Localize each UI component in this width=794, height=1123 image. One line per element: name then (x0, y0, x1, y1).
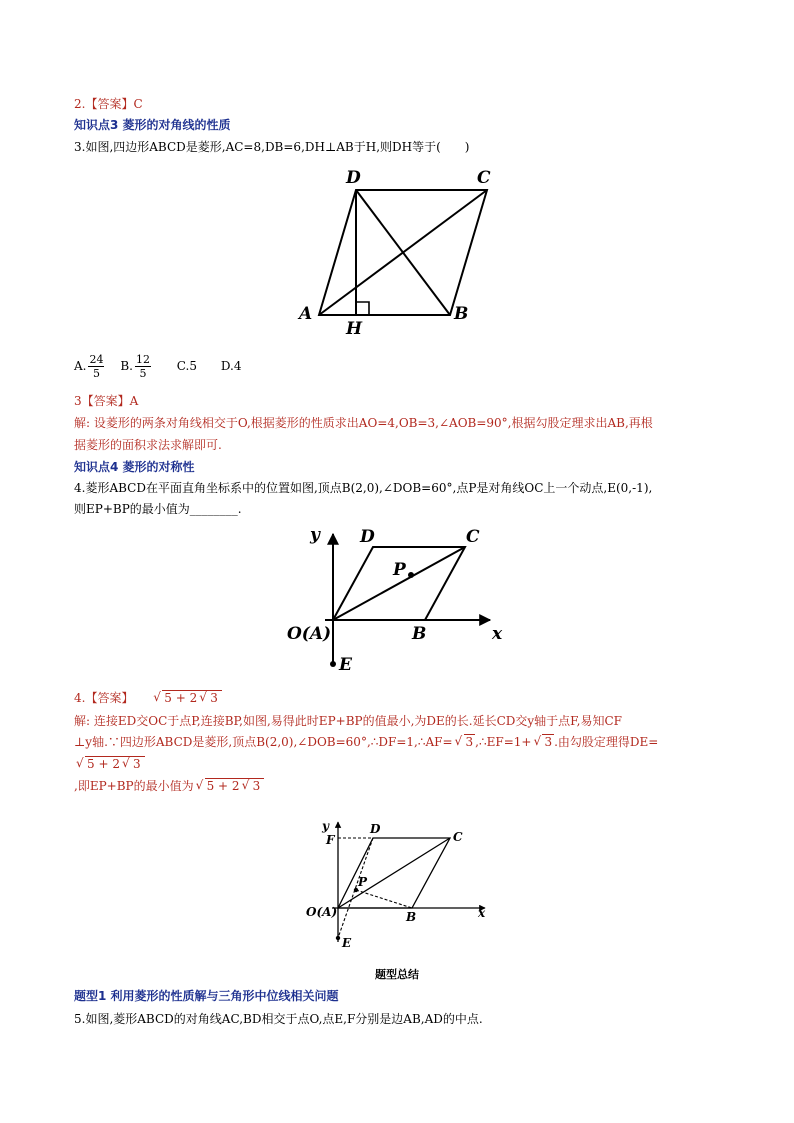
point-e (336, 936, 340, 940)
label-c: C (477, 168, 491, 188)
q4-sol-text-e: .由勾股定理得DE= (554, 735, 659, 749)
q4-stem-line1: 4.菱形ABCD在平面直角坐标系中的位置如图,顶点B(2,0),∠DOB=60°,点P是对角线OC上一个动点,E(0,-1), (74, 481, 653, 495)
q4-min-inner: 3 (252, 779, 261, 793)
q4-sol-sqrt-af: 3 (465, 735, 474, 749)
q4-answer-prefix: 4.【答案】 (74, 691, 134, 705)
option-a-denominator: 5 (92, 367, 100, 380)
label-origin: O(A) (287, 624, 332, 644)
label-a: A (299, 304, 313, 324)
option-b-fraction (135, 353, 151, 380)
label-h: H (346, 319, 363, 339)
inner-radicand: 3 (210, 691, 218, 705)
q4-solution-figure (300, 814, 500, 954)
label-x: x (478, 906, 486, 920)
q4-stem-line2: 则EP+BP的最小值为________. (74, 502, 242, 516)
q4-sol-text-c: ,∴EF=1+ (475, 735, 532, 749)
q5-stem: 5.如图,菱形ABCD的对角线AC,BD相交于点O,点E,F分别是边AB,AD的中点. (74, 1012, 483, 1026)
label-f: F (326, 833, 335, 847)
label-b: B (406, 910, 417, 924)
q3-solution-line2: 据菱形的面积求法求解即可. (74, 438, 222, 452)
radicand-part: 5 + 2 (164, 691, 198, 705)
q3-stem: 3.如图,四边形ABCD是菱形,AC=8,DB=6,DH⊥AB于H,则DH等于( ) (74, 140, 470, 154)
label-b: B (454, 304, 469, 324)
option-b-numerator: 12 (135, 353, 150, 366)
label-e: E (342, 936, 352, 950)
option-c: C.5 (176, 359, 197, 373)
q2-answer: 2.【答案】C (74, 97, 143, 111)
option-a-numerator: 24 (89, 353, 104, 366)
q4-solution-line1: 解: 连接ED交OC于点P,连接BP,如图,易得此时EP+BP的值最小,为DE的长.延长CD交y轴于点F,易知CF (74, 714, 622, 728)
label-p: P (358, 875, 368, 889)
label-y: y (310, 525, 320, 545)
q4-solution-line2 (74, 734, 658, 750)
q4-sol-conclusion: ,即EP+BP的最小值为 (74, 779, 194, 793)
right-angle-mark (356, 302, 369, 315)
option-d: D.4 (220, 359, 242, 373)
q3-answer: 3【答案】A (74, 394, 139, 408)
q4-sol-text-a: ⊥y轴.∵四边形ABCD是菱形,顶点B(2,0),∠DOB=60°,∴DF=1,∴AF= (74, 735, 453, 749)
point-p (408, 572, 414, 578)
label-c: C (466, 527, 480, 547)
q4-de-inner: 3 (132, 757, 141, 771)
label-d: D (360, 527, 375, 547)
q3-options (74, 353, 241, 380)
section-heading-3: 知识点3 菱形的对角线的性质 (74, 118, 231, 132)
point-e (330, 661, 336, 667)
label-d: D (346, 168, 361, 188)
summary-caption: 题型总结 (375, 968, 419, 981)
label-b: B (412, 624, 427, 644)
q4-solution-line4 (74, 778, 264, 794)
q4-sol-sqrt-ef: 3 (544, 735, 553, 749)
label-d: D (370, 822, 381, 836)
segment-pb (356, 890, 412, 908)
q4-answer-value (153, 690, 222, 706)
q4-answer (74, 690, 222, 706)
label-c: C (453, 830, 463, 844)
label-e: E (339, 655, 352, 675)
section-heading-4: 知识点4 菱形的对称性 (74, 460, 195, 474)
label-origin: O(A) (306, 905, 338, 919)
diagonal-db (356, 190, 450, 315)
label-x: x (492, 624, 503, 644)
label-p: P (393, 560, 406, 580)
type1-heading: 题型1 利用菱形的性质解与三角形中位线相关问题 (74, 989, 339, 1003)
q3-rhombus-figure (290, 160, 510, 340)
q3-solution-line1: 解: 设菱形的两条对角线相交于O,根据菱形的性质求出AO=4,OB=3,∠AOB=90°,根据勾股定理求出AB,再根 (74, 416, 653, 430)
q4-de-radicand: 5 + 2 (87, 757, 120, 771)
option-b-prefix: B. (120, 359, 133, 373)
option-b-denominator: 5 (139, 367, 147, 380)
q4-min-radicand: 5 + 2 (206, 779, 240, 793)
option-a-prefix: A. (74, 359, 87, 373)
q4-coordinate-figure (280, 518, 510, 680)
option-a-fraction (88, 353, 104, 380)
q4-solution-line3 (74, 756, 145, 772)
label-y: y (322, 819, 329, 833)
